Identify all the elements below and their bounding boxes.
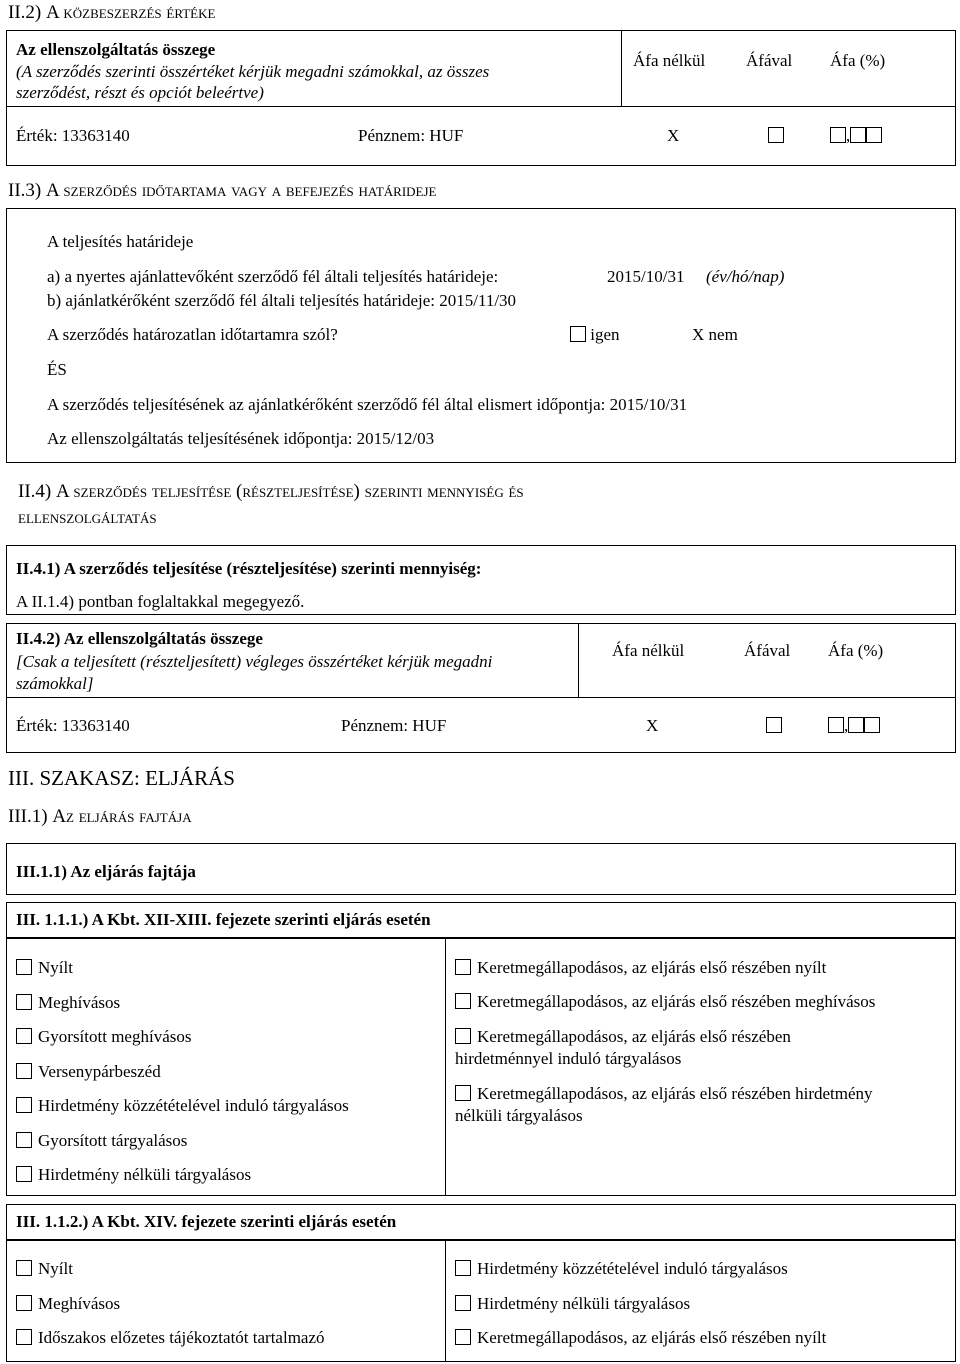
- indefinite-question: A szerződés határozatlan időtartamra szól?: [47, 325, 338, 344]
- option-checkbox[interactable]: [16, 1166, 32, 1182]
- option-checkbox[interactable]: [16, 1097, 32, 1113]
- col-afaval: Áfával: [744, 641, 791, 660]
- table-divider: [445, 938, 446, 1196]
- procedure-option[interactable]: [16, 958, 73, 978]
- afaval-checkbox[interactable]: [768, 126, 784, 146]
- igen-checkbox[interactable]: [570, 326, 586, 342]
- option-checkbox[interactable]: [16, 1295, 32, 1311]
- es-label: ÉS: [47, 360, 67, 379]
- table-divider: [621, 30, 622, 106]
- option-label: Hirdetmény nélküli tárgyalásos: [477, 1293, 691, 1313]
- ii42-title: II.4.2) Az ellenszolgáltatás összege: [16, 629, 263, 648]
- option-label: Meghívásos: [38, 1293, 121, 1313]
- box-title: Az ellenszolgáltatás összege: [16, 40, 216, 59]
- col-afa-pct: Áfa (%): [830, 51, 886, 70]
- quantity-title: II.4.1) A szerződés teljesítése (részteljesítése) szerinti mennyiség:: [16, 559, 482, 578]
- ertek-value: Érték: 13363140: [16, 716, 130, 735]
- option-checkbox[interactable]: [455, 1085, 471, 1101]
- penznem-value: Pénznem: HUF: [358, 126, 464, 145]
- col-afa-nelkul: Áfa nélkül: [612, 641, 685, 660]
- option-checkbox[interactable]: [455, 1028, 471, 1044]
- option-checkbox[interactable]: [16, 959, 32, 975]
- table-divider: [578, 623, 579, 697]
- option-label: Gyorsított tárgyalásos: [38, 1130, 188, 1150]
- afa-pct-checkboxes[interactable]: [828, 716, 880, 736]
- group1-title: III. 1.1.1.) A Kbt. XII-XIII. fejezete szerinti eljárás esetén: [16, 910, 431, 929]
- recognized-date: A szerződés teljesítésének az ajánlatkérőként szerződő fél által elismert időpontja: 2015/10/31: [47, 395, 688, 414]
- section-heading-ii3: II.3) A szerződés időtartama vagy a befejezés határideje: [8, 180, 437, 201]
- option-label: Keretmegállapodásos, az eljárás első részében meghívásos: [477, 992, 876, 1011]
- procedure-option[interactable]: [455, 1294, 690, 1314]
- option-label: Hirdetmény nélküli tárgyalásos: [38, 1165, 252, 1184]
- procedure-option[interactable]: [455, 1259, 788, 1279]
- procedure-option[interactable]: [16, 1062, 161, 1082]
- col-afaval: Áfával: [746, 51, 793, 70]
- date-format: (év/hó/nap): [706, 267, 785, 286]
- procedure-option[interactable]: [16, 1328, 325, 1348]
- option-label: Időszakos előzetes tájékoztatót tartalmazó: [38, 1328, 325, 1347]
- igen-option[interactable]: [570, 325, 620, 345]
- procedure-option[interactable]: [16, 1294, 120, 1314]
- deadline-a: a) a nyertes ajánlattevőként szerződő fél általi teljesítés határideje:: [47, 267, 499, 286]
- option-label: Nyílt: [38, 1259, 73, 1278]
- deadline-b: b) ajánlatkérőként szerződő fél általi teljesítés határideje: 2015/11/30: [47, 291, 517, 310]
- nem-option: X nem: [692, 325, 738, 344]
- section-heading-ii2: II.2) A közbeszerzés értéke: [8, 2, 216, 23]
- quantity-text: A II.1.4) pontban foglaltakkal megegyező.: [16, 592, 305, 611]
- section-heading-ii4: II.4) A szerződés teljesítése (részteljesítése) szerinti mennyiség és: [18, 481, 524, 502]
- section-heading-ii4-cont: ellenszolgáltatás: [18, 507, 157, 528]
- col-afa-pct: Áfa (%): [828, 641, 884, 660]
- part-title-iii: III. SZAKASZ: ELJÁRÁS: [8, 766, 235, 790]
- afa-nelkul-mark: X: [646, 716, 659, 735]
- teljesites-label: A teljesítés határideje: [47, 232, 194, 251]
- framework-option[interactable]: [455, 1027, 791, 1047]
- option-label: Hirdetmény közzétételével induló tárgyalásos: [38, 1096, 349, 1115]
- procedure-option[interactable]: [16, 1096, 349, 1116]
- framework-option[interactable]: [455, 992, 875, 1012]
- option-checkbox[interactable]: [16, 1329, 32, 1345]
- box-note: (A szerződés szerinti összértéket kérjük megadni számokkal, az összes: [16, 62, 490, 81]
- option-checkbox[interactable]: [455, 959, 471, 975]
- afa-nelkul-mark: X: [667, 126, 680, 145]
- option-checkbox[interactable]: [16, 1260, 32, 1276]
- procedure-option[interactable]: [16, 993, 120, 1013]
- box-note: szerződést, részt és opciót beleértve): [16, 83, 264, 102]
- option-checkbox[interactable]: [455, 1329, 471, 1345]
- option-label: Hirdetmény közzétételével induló tárgyalásos: [477, 1259, 788, 1278]
- table-divider: [6, 106, 956, 107]
- option-label: Keretmegállapodásos, az eljárás első részében nyílt: [477, 958, 827, 977]
- decimal-comma: ,: [846, 126, 851, 145]
- option-checkbox[interactable]: [455, 1295, 471, 1311]
- option-label-cont: nélküli tárgyalásos: [455, 1106, 583, 1125]
- option-label: Meghívásos: [38, 992, 121, 1012]
- option-checkbox[interactable]: [455, 993, 471, 1009]
- decimal-comma: ,: [844, 716, 849, 735]
- option-label: Nyílt: [38, 958, 73, 977]
- procedure-option[interactable]: [16, 1131, 187, 1151]
- consideration-date: Az ellenszolgáltatás teljesítésének időpontja: 2015/12/03: [47, 429, 435, 448]
- option-checkbox[interactable]: [16, 1132, 32, 1148]
- ii42-note: számokkal]: [16, 674, 94, 693]
- option-label: Keretmegállapodásos, az eljárás első részében nyílt: [477, 1328, 827, 1347]
- option-checkbox[interactable]: [16, 1063, 32, 1079]
- option-label: Versenypárbeszéd: [38, 1061, 161, 1081]
- procedure-option[interactable]: [16, 1259, 73, 1279]
- col-afa-nelkul: Áfa nélkül: [633, 51, 706, 70]
- option-checkbox[interactable]: [16, 994, 32, 1010]
- procedure-type-title: III.1.1) Az eljárás fajtája: [16, 862, 196, 881]
- framework-option[interactable]: [455, 958, 826, 978]
- option-label: Gyorsított meghívásos: [38, 1027, 192, 1046]
- option-checkbox[interactable]: [455, 1260, 471, 1276]
- procedure-option[interactable]: [16, 1027, 191, 1047]
- framework-option[interactable]: [455, 1084, 873, 1104]
- option-label: Keretmegállapodásos, az eljárás első részében: [477, 1027, 791, 1046]
- procedure-option[interactable]: [455, 1328, 826, 1348]
- option-label-cont: hirdetménnyel induló tárgyalásos: [455, 1049, 682, 1068]
- group2-title: III. 1.1.2.) A Kbt. XIV. fejezete szerinti eljárás esetén: [16, 1212, 397, 1231]
- option-label: Keretmegállapodásos, az eljárás első részében hirdetmény: [477, 1084, 873, 1103]
- igen-label: igen: [590, 325, 620, 344]
- procedure-option[interactable]: [16, 1165, 251, 1185]
- ertek-value: Érték: 13363140: [16, 126, 130, 145]
- afa-pct-checkboxes[interactable]: [830, 126, 882, 146]
- table-divider: [445, 1240, 446, 1362]
- penznem-value: Pénznem: HUF: [341, 716, 447, 735]
- table-divider: [6, 697, 956, 698]
- afaval-checkbox[interactable]: [766, 716, 782, 736]
- option-checkbox[interactable]: [16, 1028, 32, 1044]
- deadline-a-date: 2015/10/31: [607, 267, 685, 286]
- ii42-note: [Csak a teljesített (részteljesített) végleges összértéket kérjük megadni: [16, 652, 493, 671]
- section-heading-iii1: III.1) Az eljárás fajtája: [8, 806, 192, 827]
